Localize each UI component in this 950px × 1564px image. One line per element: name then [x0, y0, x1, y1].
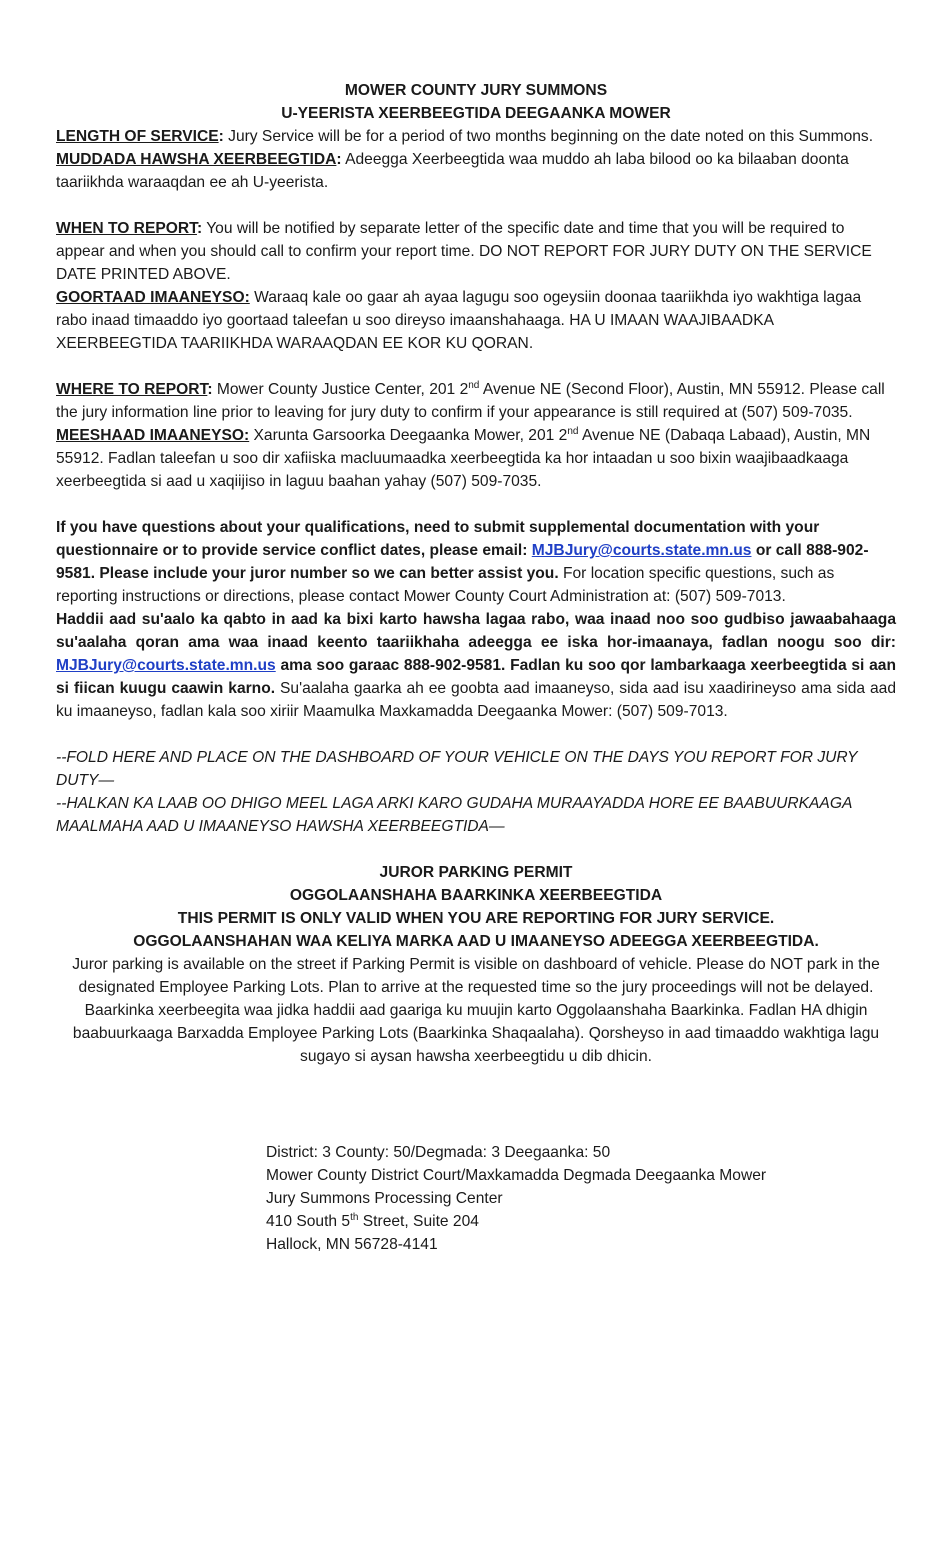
length-text-en: Jury Service will be for a period of two months beginning on the date noted on this Summons. — [223, 128, 874, 145]
title-somali: U-YEERISTA XEERBEEGTIDA DEEGAANKA MOWER — [281, 105, 671, 122]
permit-info-en: Juror parking is available on the street if Parking Permit is visible on dashboard of vehicle. Please do NOT park in the designated Employee Parking Lots. Plan to arrive at the requested time so the jury proceedings will not be delayed. — [72, 956, 880, 996]
when-text-en: You will be notified by separate letter of the specific date and time that you will be required to appear and when you should call to confirm your report time. DO NOT REPORT FOR JURY DUTY ON THE SERVICE DATE PRINTED ABOVE. — [56, 220, 872, 283]
fold-line-en: --FOLD HERE AND PLACE ON THE DASHBOARD OF YOUR VEHICLE ON THE DAYS YOU REPORT FOR JURY DUTY— — [56, 749, 858, 789]
summons-body — [56, 79, 896, 1068]
length-label-en: LENGTH OF SERVICE — [56, 128, 219, 145]
address-district: District: 3 County: 50/Degmada: 3 Deegaanka: 50 — [266, 1144, 611, 1161]
questions-so-plain: Su'aalaha gaarka ah ee goobta aad imaaneyso, sida aad isu xaadirineyso ama sida aad ku imaaneyso, fadlan kala soo xiriir Maamulka Maxkamadda Deegaanka Mower: (507) 509-7013. — [56, 680, 897, 720]
address-center: Jury Summons Processing Center — [266, 1190, 503, 1207]
questions-so-bold-b: ama soo garaac 888-902-9581. Fadlan ku soo qor lambarkaaga xeerbeegtida si aan si fiican kuugu caawin karno. — [56, 657, 896, 697]
where-to-report-en: WHERE TO REPORT: Mower County Justice Center, 201 2nd Avenue NE (Second Floor), Austin, MN 55912. Please call the jury information line prior to leaving for jury duty to confirm if your appearance is still required at (507) 509-7035. — [56, 379, 885, 421]
when-to-report-en: WHEN TO REPORT: You will be notified by separate letter of the specific date and time that you will be required to appear and when you should call to confirm your report time. DO NOT REPORT FOR JURY DUTY ON THE SERVICE DATE PRINTED ABOVE. — [56, 220, 872, 283]
where-text-so-part1: Xarunta Garsoorka Deegaanka Mower, 201 2 — [249, 427, 568, 444]
address-street — [266, 1210, 886, 1233]
where-label-en: WHERE TO REPORT — [56, 381, 208, 398]
address-court: Mower County District Court/Maxkamadda Degmada Deegaanka Mower — [266, 1167, 767, 1184]
questions-so-bold-a: Haddii aad su'aalo ka qabto in aad ka bixi karto hawsha lagaa rabo, waa inaad noo soo gudbiso jawaabahaaga su'aalaha qoran ama waa inaad keento taariikhaha adeegga ee iska hor-imaanaya, fadlan noogu soo dir: — [56, 611, 896, 651]
questions-en-bold-a: If you have questions about your qualifications, need to submit supplemental documentation with your questionnaire or to provide service conflict dates, please email: — [56, 519, 820, 559]
where-sup-so: nd — [567, 425, 579, 437]
permit-valid-en: THIS PERMIT IS ONLY VALID WHEN YOU ARE REPORTING FOR JURY SERVICE. — [177, 910, 775, 927]
where-text-en-part2: Avenue NE (Second Floor), Austin, MN 55912. Please call the jury information line prior to leaving for jury duty to confirm if your appearance is still required at (507) 509-7035. — [56, 381, 885, 421]
permit-title-so: OGGOLAANSHAHA BAARKINKA XEERBEEGTIDA — [289, 887, 663, 904]
where-to-report-so — [56, 424, 896, 493]
return-address — [266, 1141, 886, 1256]
when-to-report-so — [56, 286, 896, 355]
length-text-so: Adeegga Xeerbeegtida waa muddo ah laba bilood oo ka bilaaban doonta taariikhda waraaqdan ee ah U-yeerista. — [56, 151, 849, 191]
fold-line-so: --HALKAN KA LAAB OO DHIGO MEEL LAGA ARKI KARO GUDAHA MURAAYADDA HORE EE BAABUURKAAGA MAALMAHA AAD U IMAANEYSO HAWSHA XEERBEEGTIDA— — [56, 795, 852, 835]
address-street-sup: th — [350, 1211, 359, 1223]
length-of-service-en: LENGTH OF SERVICE: Jury Service will be for a period of two months beginning on the date noted on this Summons. — [56, 128, 874, 145]
length-of-service-so: MUDDADA HAWSHA XEERBEEGTIDA: Adeegga Xeerbeegtida waa muddo ah laba bilood oo ka bilaaban doonta taariikhda waraaqdan ee ah U-yeerista. — [56, 151, 849, 191]
questions-en-plain: For location specific questions, such as reporting instructions or directions, please contact Mower County Court Administration at: (507) 509-7013. — [56, 565, 835, 605]
where-sup-en: nd — [468, 379, 480, 391]
email-link-en[interactable]: MJBJury@courts.state.mn.us — [531, 542, 752, 559]
where-text-so-part2: Avenue NE (Dabaqa Labaad), Austin, MN 55912. Fadlan taleefan u soo dir xafiiska macluumaadka xeerbeegtida ka hor intaadan u soo bixin waajibaadkaaga xeerbeegtida si aad u xaqiijiso in laguu baahan yahay (507) 509-7035. — [56, 427, 871, 490]
address-city: Hallock, MN 56728-4141 — [266, 1236, 438, 1253]
when-label-en: WHEN TO REPORT — [56, 220, 197, 237]
permit-info-so: Baarkinka xeerbeegita waa jidka haddii aad gaariga ku muujin karto Oggolaanshaha Baarkinka. Fadlan HA dhigin baabuurkaaga Barxadda Employee Parking Lots (Baarkinka Shaqaalaha). Qorsheyso in aad timaaddo wakhtiga lagu sugayo si aysan hawsha xeerbeegtidu u dib dhicin. — [72, 1002, 880, 1065]
where-label-so: MEESHAAD IMAANEYSO: — [56, 427, 250, 444]
when-text-so: Waraaq kale oo gaar ah ayaa lagugu soo ogeysiin doonaa taariikhda iyo wakhtiga lagaa rabo inaad timaaddo iyo goortaad taleefan u soo direyso imaanshahaaga. HA U IMAAN WAAJIBAADKA XEERBEEGTIDA TAARIIKHDA WARAAQDAN EE KOR KU QORAN. — [56, 289, 862, 352]
questions-en-bold-b: or call 888-902-9581. Please include your juror number so we can better assist you. — [56, 542, 869, 582]
length-label-so: MUDDADA HAWSHA XEERBEEGTIDA — [56, 151, 337, 168]
address-street-part1: 410 South 5 — [266, 1213, 351, 1230]
when-label-so: GOORTAAD IMAANEYSO: — [56, 289, 250, 306]
permit-title-en: JUROR PARKING PERMIT — [379, 864, 573, 881]
title-english: MOWER COUNTY JURY SUMMONS — [344, 82, 608, 99]
address-street-part2: Street, Suite 204 — [358, 1213, 479, 1230]
permit-valid-so: OGGOLAANSHAHAN WAA KELIYA MARKA AAD U IMAANEYSO ADEEGGA XEERBEEGTIDA. — [133, 933, 819, 950]
questions-en — [56, 516, 896, 608]
email-link-so[interactable]: MJBJury@courts.state.mn.us — [56, 657, 276, 674]
where-text-en-part1: Mower County Justice Center, 201 2 — [212, 381, 469, 398]
questions-so — [56, 608, 896, 723]
